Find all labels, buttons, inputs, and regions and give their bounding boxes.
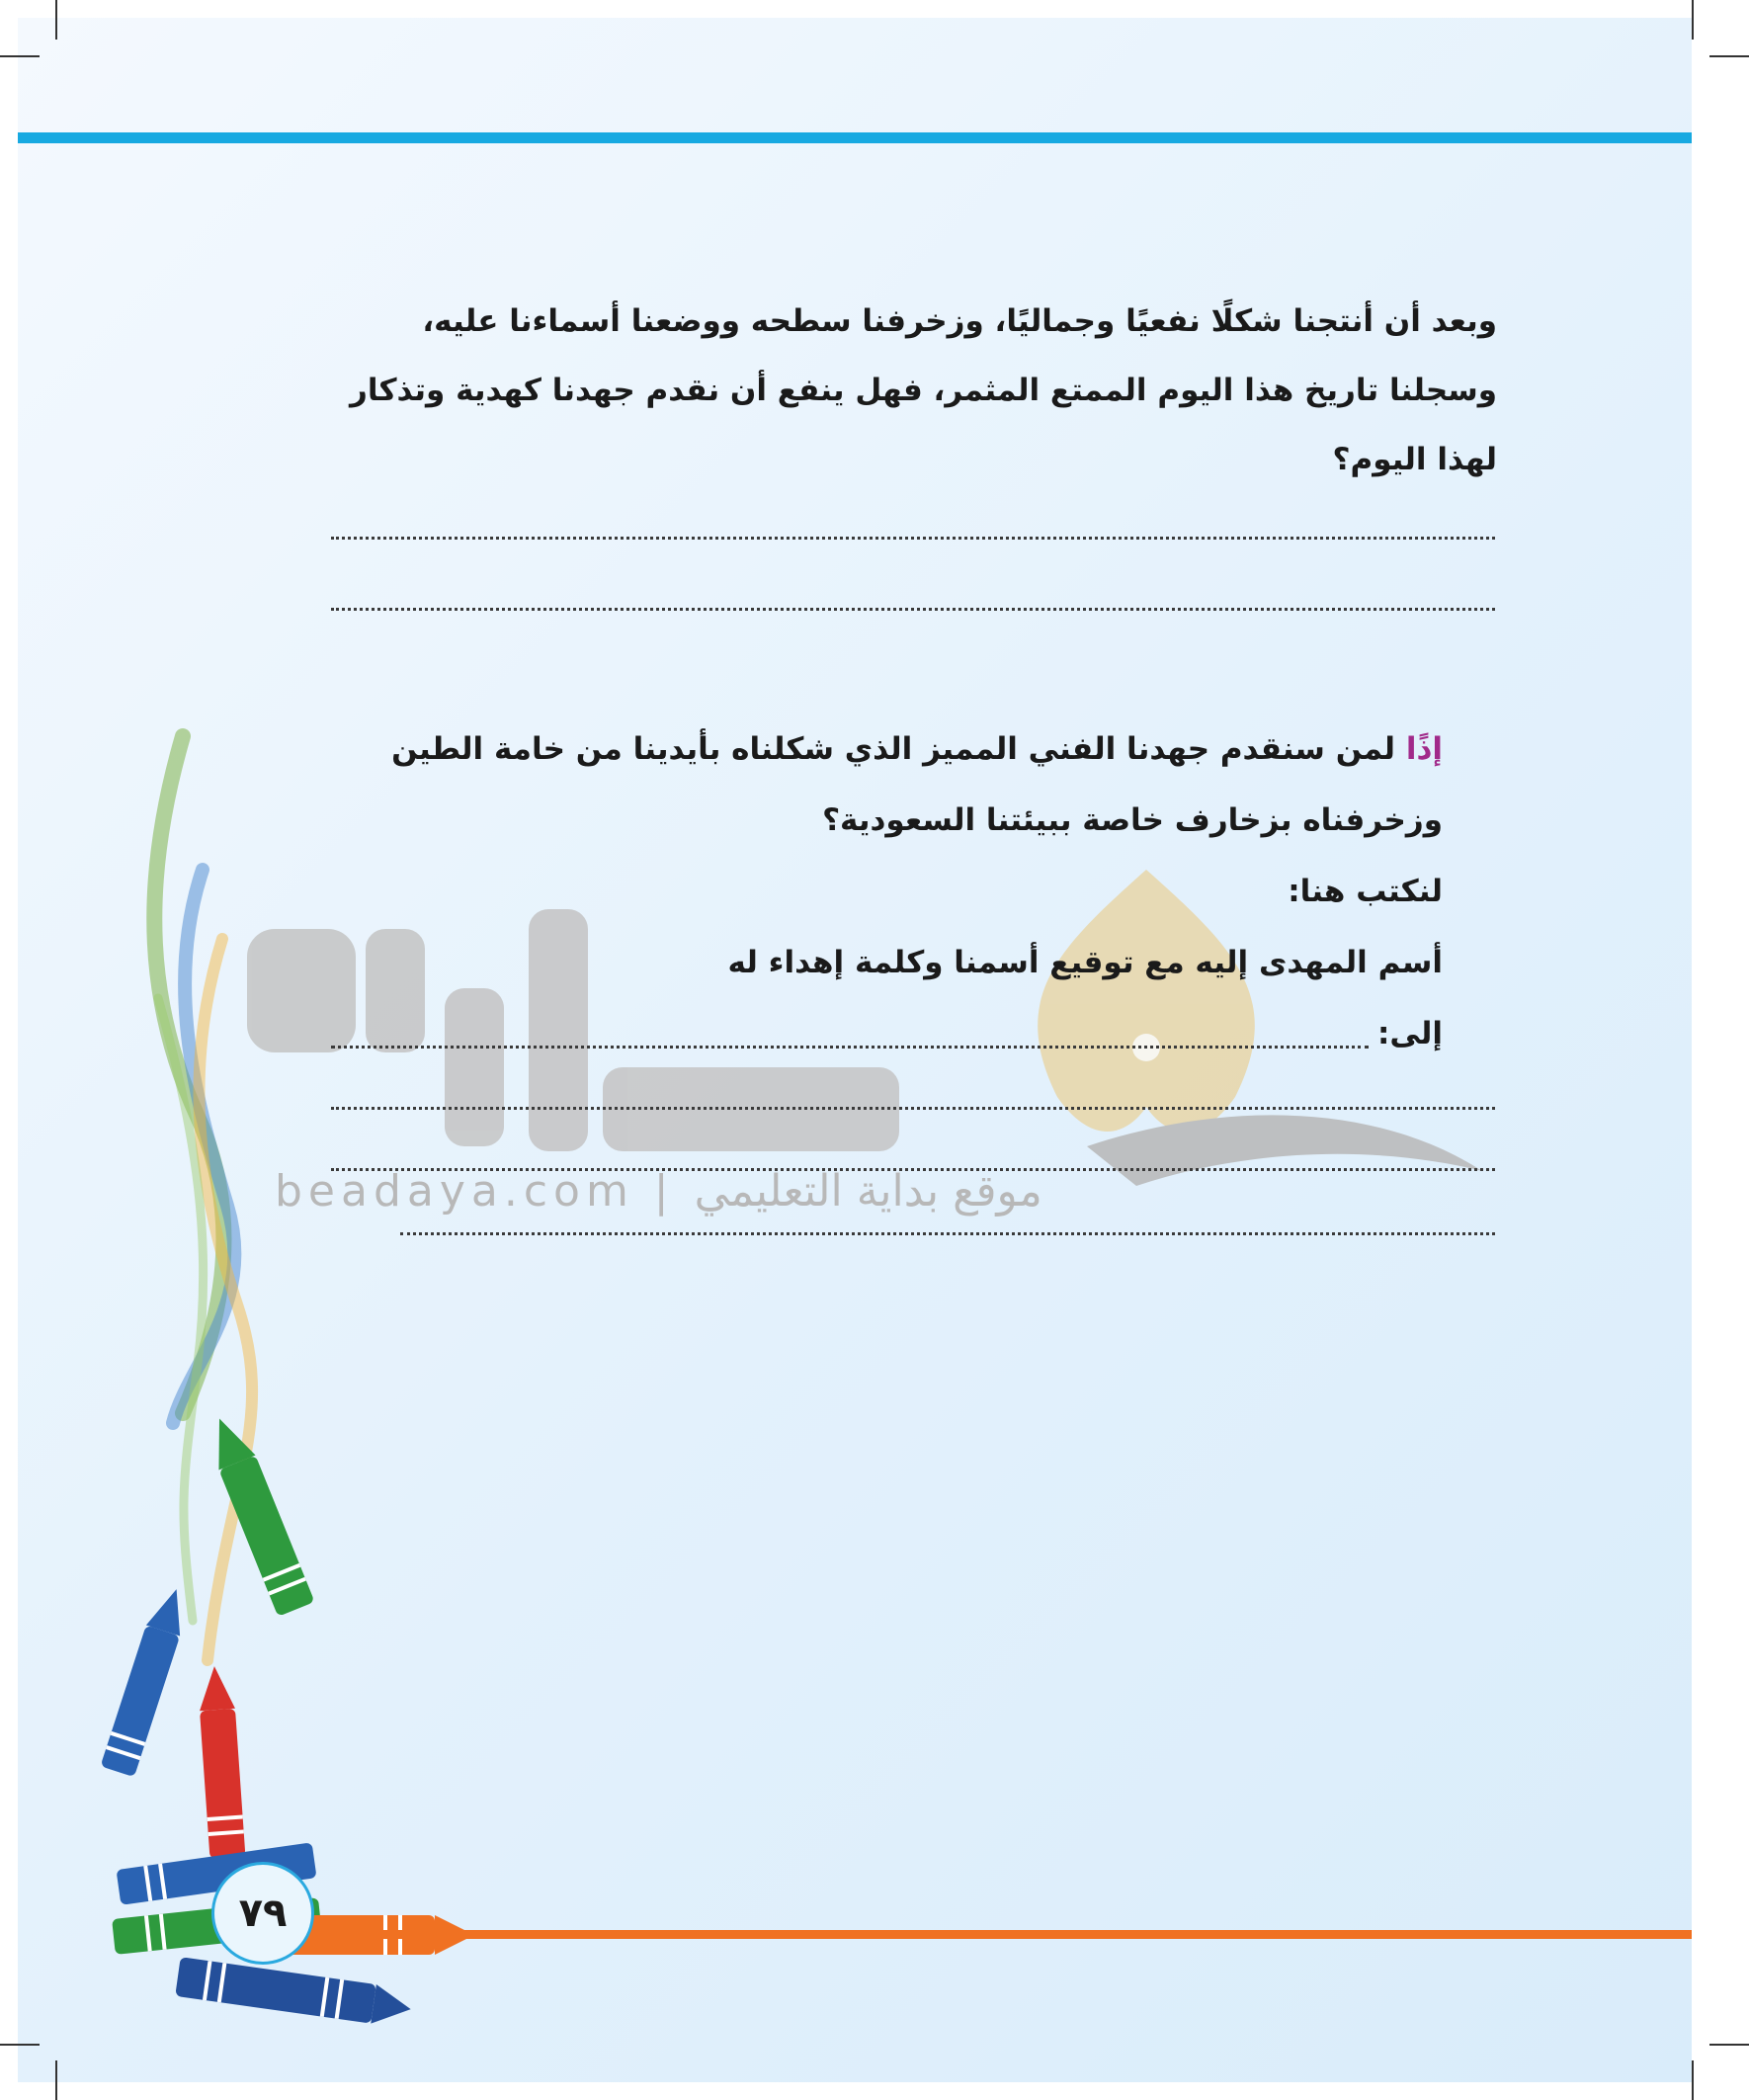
dedication-line-input[interactable]	[331, 1168, 1495, 1171]
answer-line[interactable]	[331, 537, 1495, 540]
lead-word: إذًا	[1405, 731, 1443, 767]
question-line: وسجلنا تاريخ هذا اليوم الممتع المثمر، فهل ينفع أن نقدم جهدنا كهدية وتذكار	[349, 373, 1497, 408]
question-line: لهذا اليوم؟	[1332, 442, 1497, 477]
watermark-caption: beadaya.com | موقع بداية التعليمي	[275, 1166, 1042, 1217]
dedication-line	[356, 714, 1443, 785]
to-label: إلى:	[1376, 1016, 1443, 1051]
dedication-text: لمن سنقدم جهدنا الفني المميز الذي شكلناه بأيدينا من خامة الطين	[391, 731, 1406, 767]
signature-line[interactable]	[400, 1232, 1495, 1235]
instruction-text: أسم المهدى إليه مع توقيع أسمنا وكلمة إهداء له	[727, 945, 1443, 980]
answer-line[interactable]	[331, 608, 1495, 611]
question-paragraph	[326, 287, 1497, 494]
recipient-line[interactable]	[331, 1046, 1369, 1049]
dedication-paragraph	[356, 714, 1443, 1069]
write-here-label: لنكتب هنا:	[1288, 874, 1443, 909]
bottom-rule	[296, 1930, 1692, 1939]
dedication-line: وزخرفناه بزخارف خاصة ببيئتنا السعودية؟	[822, 802, 1443, 838]
page-number: ٧٩	[211, 1862, 314, 1965]
dedication-line-input[interactable]	[331, 1107, 1495, 1110]
ribbon-swirls	[154, 736, 252, 1660]
question-line: وبعد أن أنتجنا شكلًا نفعيًا وجماليًا، وزخرفنا سطحه ووضعنا أسماءنا عليه،	[422, 303, 1497, 339]
